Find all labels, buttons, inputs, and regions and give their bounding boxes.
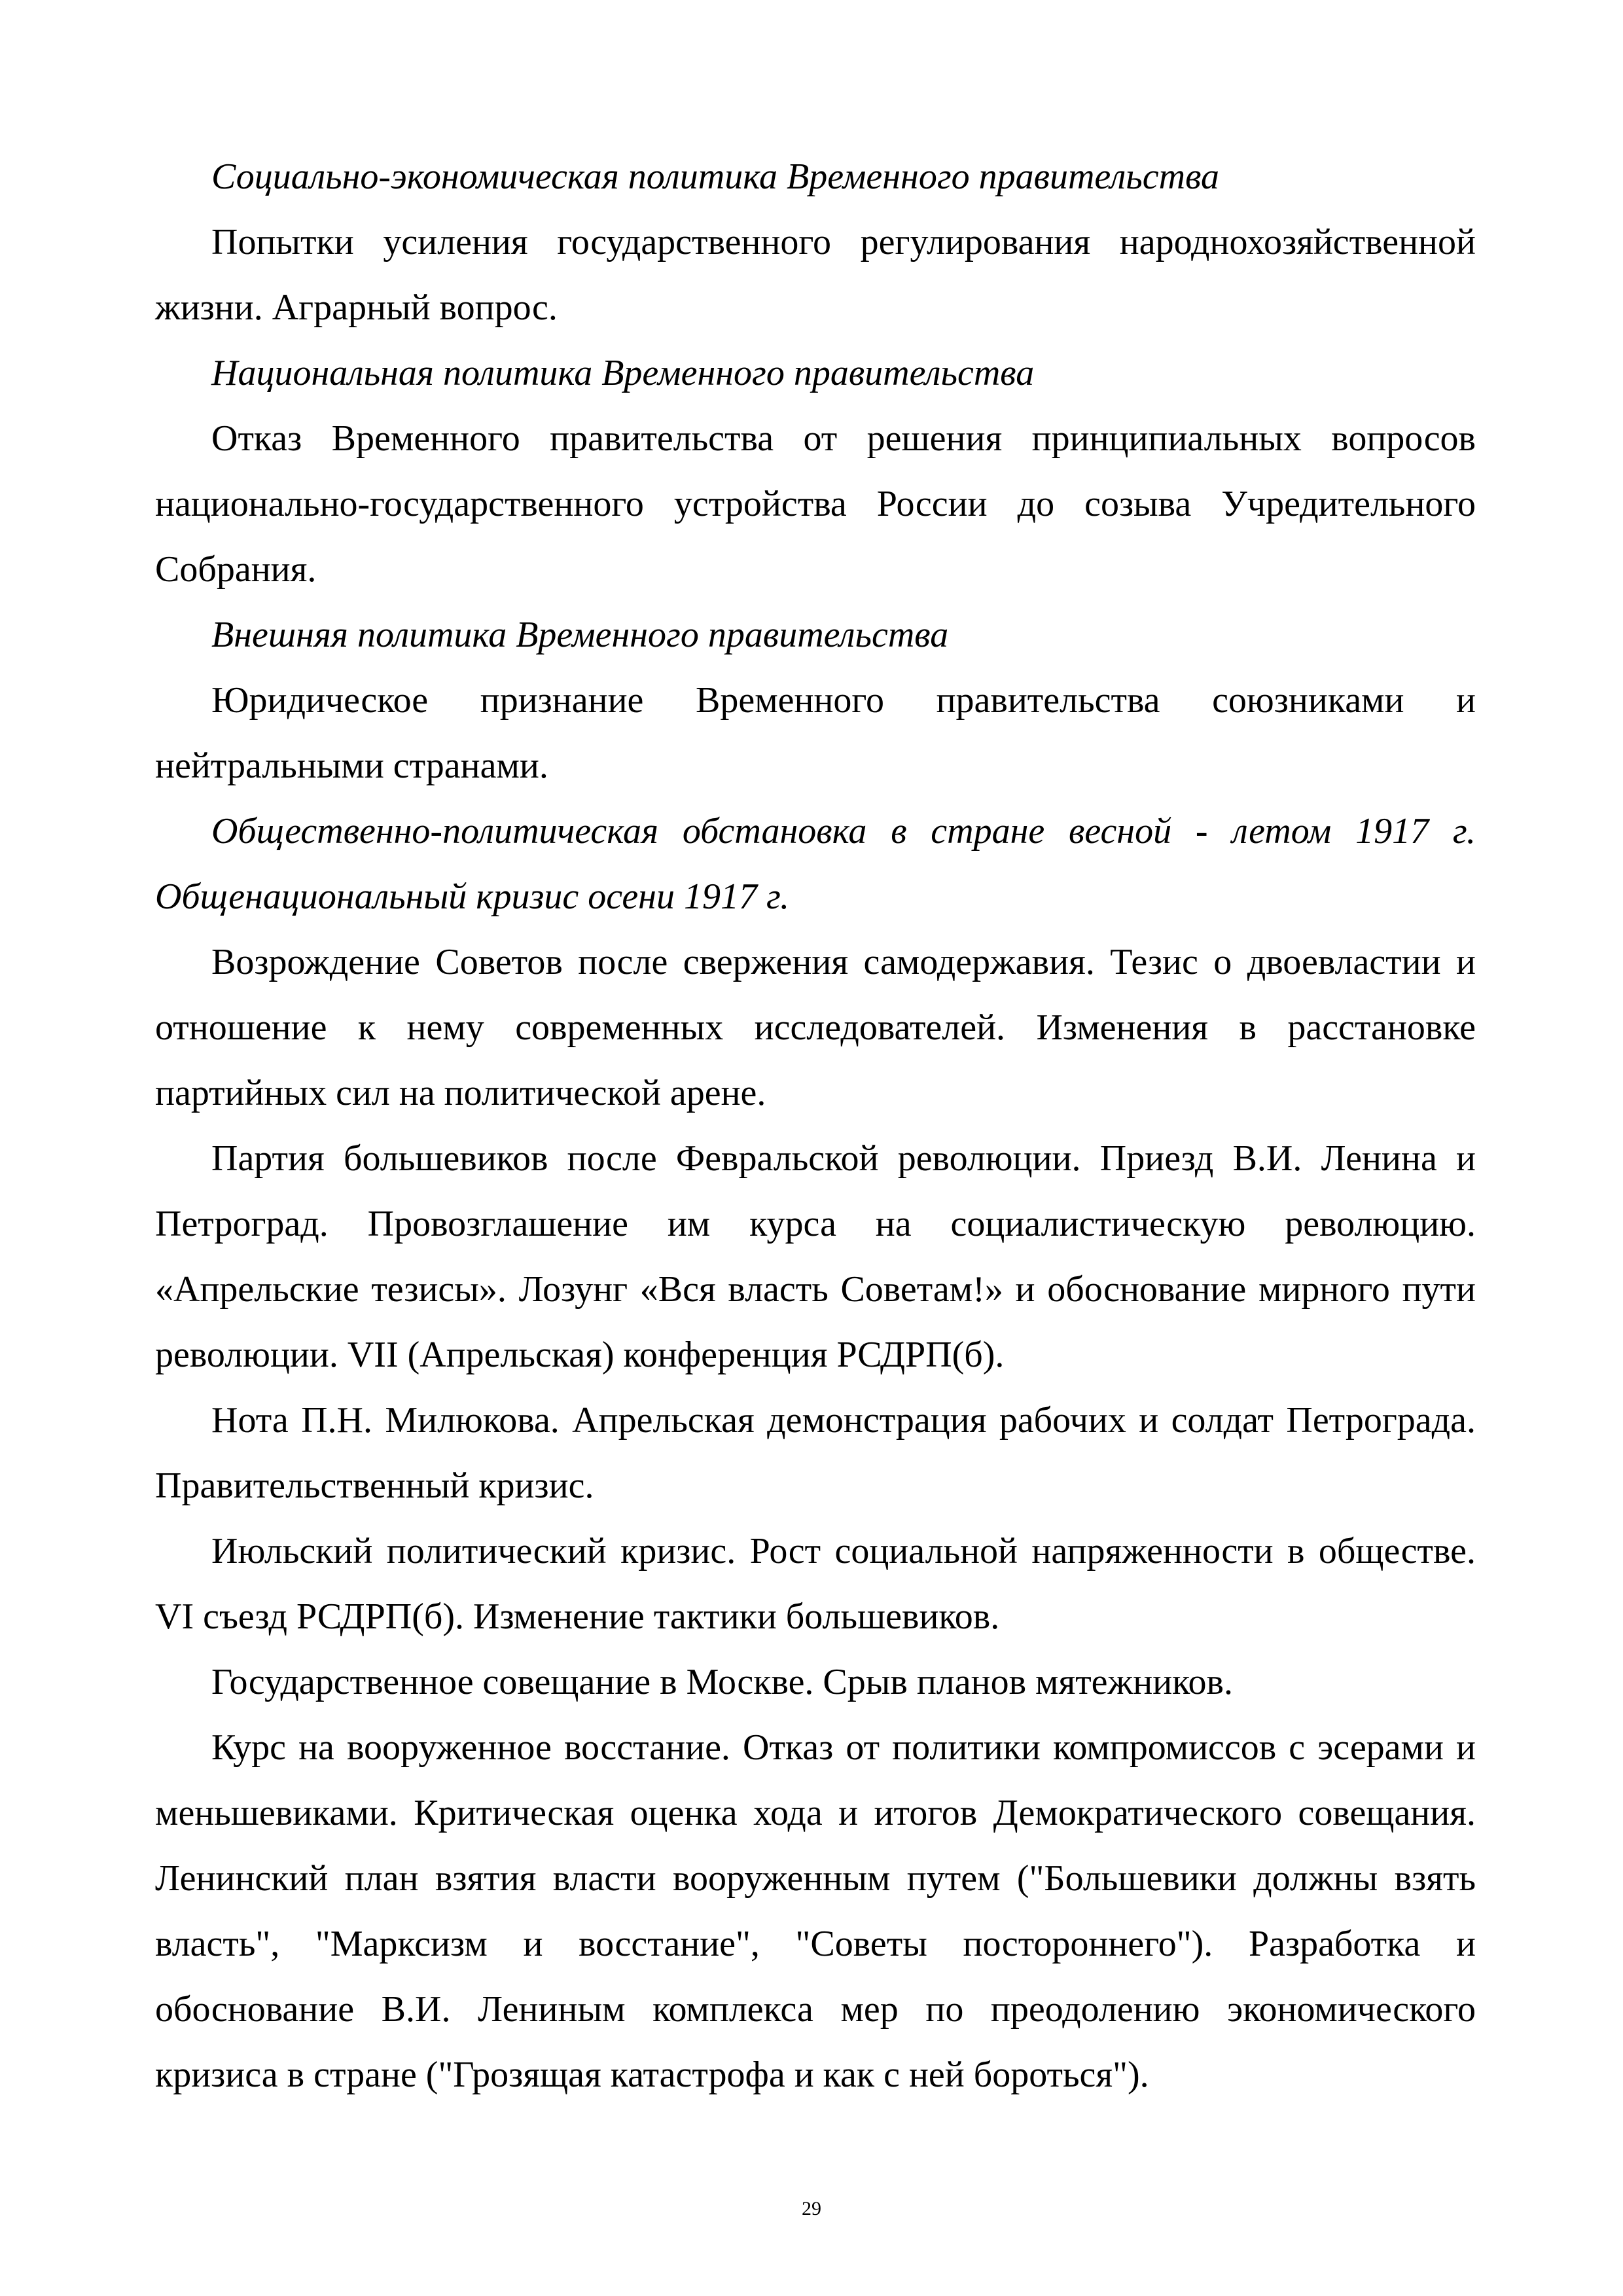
paragraph-state-conference: Государственное совещание в Москве. Срыв планов мятежников. bbox=[211, 1662, 1233, 1702]
page-number: 29 bbox=[802, 2198, 821, 2219]
paragraph-soviets-revival: Возрождение Советов после свержения самодержавия. Тезис о двоевластии и отношение к нему современных исследователей. Изменения в расстановке партийных сил на политической арене. bbox=[155, 942, 1476, 1113]
paragraph-armed-uprising: Курс на вооруженное восстание. Отказ от политики компромиссов с эсерами и меньшевиками. Критическая оценка хода и итогов Демократического совещания. Ленинский план взятия власти вооруженным путем ("Большевики должны взять власть", "Марксизм и восстание", "Советы постороннего"). Разработка и обоснование В.И. Лениным комплекса мер по преодолению экономического кризиса в стране ("Грозящая катастрофа и как с ней бороться"). bbox=[155, 1727, 1476, 2095]
paragraph-foreign-policy: Юридическое признание Временного правительства союзниками и нейтральными странами. bbox=[155, 680, 1476, 786]
paragraph-july-crisis: Июльский политический кризис. Рост социальной напряженности в обществе. VI съезд РСДРП(б). Изменение тактики большевиков. bbox=[155, 1531, 1476, 1637]
paragraph-bolshevik-party: Партия большевиков после Февральской революции. Приезд В.И. Ленина и Петроград. Провозглашение им курса на социалистическую революцию. «Апрельские тезисы». Лозунг «Вся власть Советам!» и обоснование мирного пути революции. VII (Апрельская) конференция РСДРП(б). bbox=[155, 1138, 1476, 1375]
paragraph-milyukov-note: Нота П.Н. Милюкова. Апрельская демонстрация рабочих и солдат Петрограда. Правительственный кризис. bbox=[155, 1400, 1476, 1506]
section-heading-national-policy: Национальная политика Временного правительства bbox=[211, 353, 1035, 393]
document-page bbox=[155, 144, 1476, 2108]
paragraph-state-regulation: Попытки усиления государственного регулирования народнохозяйственной жизни. Аграрный вопрос. bbox=[155, 222, 1476, 328]
section-heading-foreign-policy: Внешняя политика Временного правительства bbox=[211, 615, 949, 655]
section-heading-political-situation: Общественно-политическая обстановка в стране весной - летом 1917 г. Общенациональный кризис осени 1917 г. bbox=[155, 811, 1476, 917]
paragraph-national-policy: Отказ Временного правительства от решения принципиальных вопросов национально-государственного устройства России до созыва Учредительного Собрания. bbox=[155, 418, 1476, 590]
section-heading-socioeconomic-policy: Социально-экономическая политика Временного правительства bbox=[211, 156, 1219, 197]
